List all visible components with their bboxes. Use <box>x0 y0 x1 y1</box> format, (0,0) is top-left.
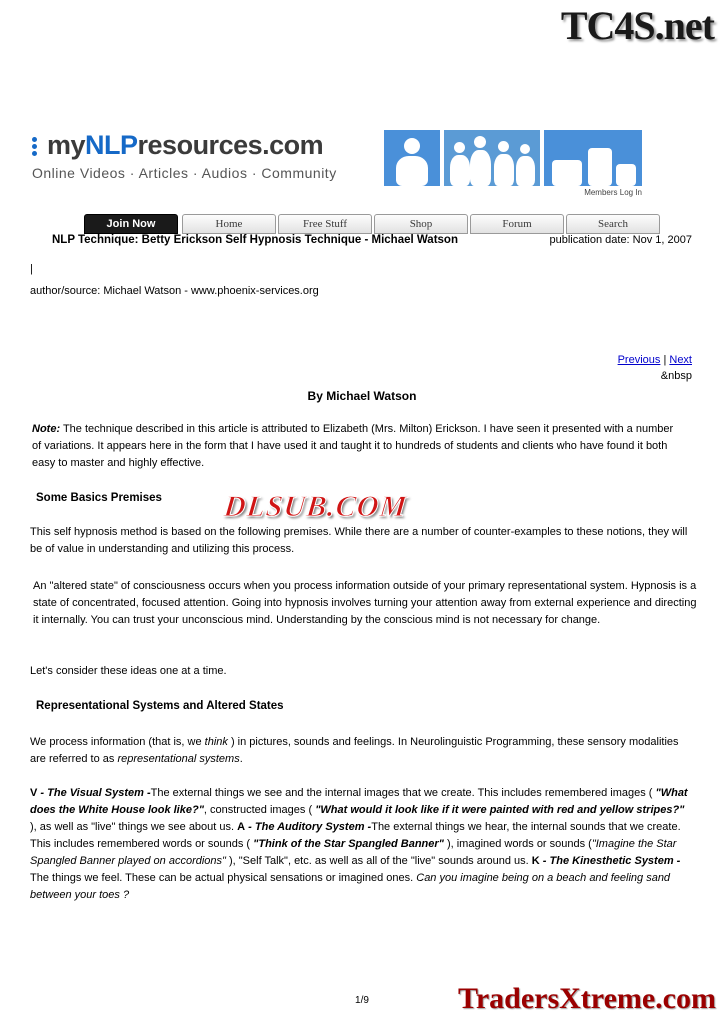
byline: By Michael Watson <box>307 389 417 403</box>
kinesthetic-letter: K <box>531 855 540 867</box>
paragraph-process-info <box>30 734 694 768</box>
auditory-text-b: ), imagined words or sounds ( <box>443 838 592 850</box>
nav-join-now[interactable]: Join Now <box>84 214 178 234</box>
watermark-bottom-right: TradersXtreme.com <box>458 982 716 1015</box>
paragraph-consider: Let's consider these ideas one at a time. <box>30 665 227 677</box>
kinesthetic-quote: Can you imagine being on a beach and feeling sand between your toes ? <box>30 872 671 901</box>
site-banner <box>32 130 642 230</box>
auditory-text-c: ), "Self Talk", etc. as well as all of the "live" sounds around us. <box>225 855 532 867</box>
watermark-center: DLSUB.COM <box>222 490 409 523</box>
banner-image-person <box>384 130 440 186</box>
dots-icon <box>32 135 45 158</box>
auditory-label: - The Auditory System - <box>248 821 372 833</box>
process-text-c: . <box>239 753 243 765</box>
previous-link[interactable]: Previous <box>617 354 661 366</box>
nav-free-stuff[interactable]: Free Stuff <box>278 214 372 234</box>
visual-quote-1: "What does the White House look like?" <box>30 787 688 816</box>
visual-text-c: ), as well as "live" things we see about us. <box>30 821 238 833</box>
banner-image-landscape <box>544 130 642 186</box>
publication-date: publication date: Nov 1, 2007 <box>549 234 692 246</box>
nav-forum[interactable]: Forum <box>470 214 564 234</box>
auditory-letter: A <box>237 821 246 833</box>
pager-nbsp: &nbsp <box>660 370 692 382</box>
paragraph-altered-state: An "altered state" of consciousness occurs when you process information outside of your primary representational system. Hypnosis is a state of concentrated, focused attention. Going into hypnosis involves turning your attention away from external experience and directing it internally. You can trust your unconscious mind. Understanding by the conscious mind is not necessary for change. <box>33 580 697 626</box>
visual-text-a: The external things we see and the internal images that we create. This includes remembered images ( <box>150 787 656 799</box>
visual-letter: V <box>30 787 38 799</box>
auditory-text-a: The external things we hear, the internal sounds that we create. This includes remembered words or sounds ( <box>30 821 681 850</box>
separator-pipe: | <box>30 263 33 275</box>
page-number: 1/9 <box>355 995 369 1006</box>
pager-separator: | <box>663 354 667 366</box>
logo-resources: resources.com <box>137 130 324 160</box>
process-text-b: ) in pictures, sounds and feelings. In Neurolinguistic Programming, these sensory modalities are referred to as <box>30 736 679 765</box>
paragraph-vak-systems <box>30 785 694 904</box>
page-title: NLP Technique: Betty Erickson Self Hypnosis Technique - Michael Watson <box>52 234 458 246</box>
nav-shop[interactable]: Shop <box>374 214 468 234</box>
author-source: author/source: Michael Watson - www.phoenix-services.org <box>30 285 319 297</box>
process-text-a: We process information (that is, we <box>30 736 205 748</box>
logo-tagline: Online Videos · Articles · Audios · Community <box>32 165 337 181</box>
kinesthetic-label: - The Kinesthetic System - <box>542 855 681 867</box>
logo-my: my <box>47 130 86 160</box>
auditory-quote-2: "Imagine the Star Spangled Banner played on accordions" <box>30 838 677 867</box>
note-label: Note: <box>32 423 61 435</box>
process-repsys: representational systems <box>117 753 240 765</box>
pager <box>618 354 692 366</box>
auditory-quote-1: "Think of the Star Spangled Banner" <box>253 838 444 850</box>
visual-label: - The Visual System - <box>40 787 151 799</box>
site-navigation <box>32 214 642 234</box>
kinesthetic-text-a: The things we feel. These can be actual physical sensations or imagined ones. <box>30 872 417 884</box>
members-log-in-link[interactable]: Members Log In <box>584 188 642 197</box>
logo-nlp: NLP <box>85 130 138 160</box>
logo-wordmark <box>32 130 382 161</box>
next-link[interactable]: Next <box>669 354 692 366</box>
banner-image-group <box>444 130 540 186</box>
paragraph-basics: This self hypnosis method is based on the following premises. While there are a number of counter-examples to these notions, they will be of value in understanding and utilizing this process. <box>30 526 688 555</box>
visual-text-b: , constructed images ( <box>203 804 316 816</box>
banner-images <box>384 130 642 197</box>
site-logo[interactable] <box>32 130 382 181</box>
heading-some-basics-premises: Some Basics Premises <box>36 492 162 504</box>
nav-home[interactable]: Home <box>182 214 276 234</box>
heading-representational-systems: Representational Systems and Altered States <box>36 700 284 712</box>
note-paragraph <box>32 421 678 472</box>
watermark-top-right: TC4S.net <box>560 3 714 48</box>
process-think: think <box>204 736 228 748</box>
nav-search[interactable]: Search <box>566 214 660 234</box>
visual-quote-2: "What would it look like if it were painted with red and yellow stripes?" <box>315 804 685 816</box>
note-text: The technique described in this article is attributed to Elizabeth (Mrs. Milton) Erickson. I have seen it presented with a number of variations. It appears here in the form that I have used it and taught it to hundreds of students and clients who have found it both easy to master and highly effective. <box>32 423 674 469</box>
